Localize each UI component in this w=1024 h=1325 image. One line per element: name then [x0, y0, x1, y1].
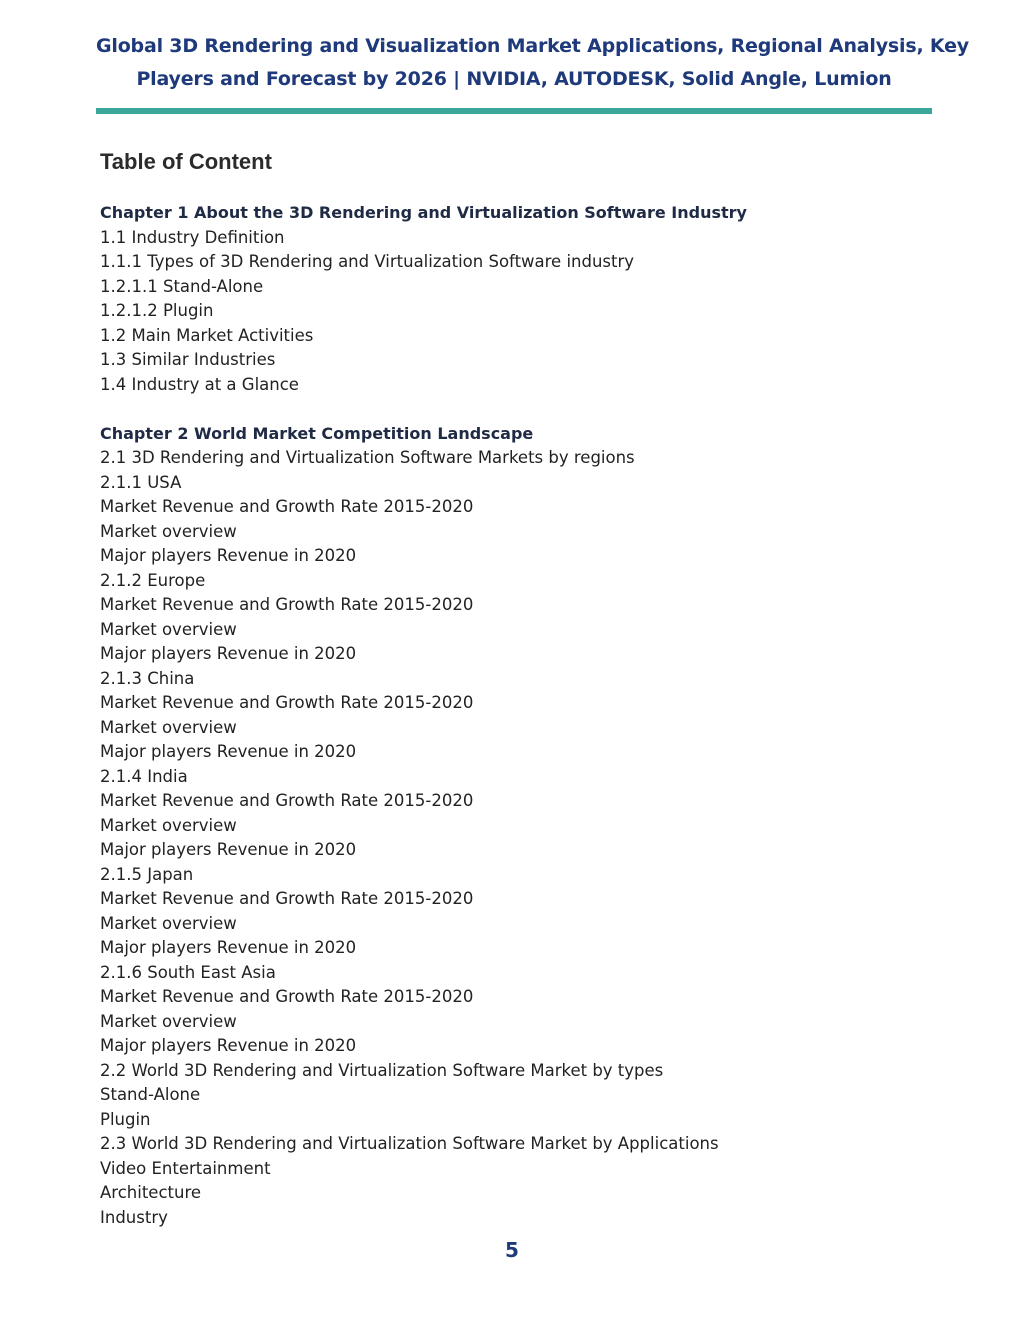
table-of-contents — [100, 201, 930, 1230]
toc-entry: Major players Revenue in 2020 — [100, 840, 357, 859]
toc-entry: 2.3 World 3D Rendering and Virtualization Software Market by Applications — [100, 1134, 719, 1153]
toc-entry: Stand-Alone — [100, 1085, 201, 1104]
chapter-heading: Chapter 1 About the 3D Rendering and Virtualization Software Industry — [100, 203, 747, 222]
toc-entry: 1.4 Industry at a Glance — [100, 374, 299, 394]
toc-entry: Market overview — [100, 913, 237, 933]
toc-entry: 1.1 Industry Definition — [100, 227, 285, 247]
toc-entry: 2.2 World 3D Rendering and Virtualization Software Market by types — [100, 1060, 664, 1080]
toc-entry: Major players Revenue in 2020 — [100, 742, 357, 761]
toc-entry: Major players Revenue in 2020 — [100, 938, 357, 957]
toc-entry: 2.1.6 South East Asia — [100, 962, 276, 982]
toc-entry: 2.1.5 Japan — [100, 864, 194, 884]
toc-chapter-1 — [100, 201, 930, 397]
toc-chapter-2 — [100, 422, 930, 1231]
toc-entry: Market overview — [100, 1011, 237, 1031]
toc-entry: 2.1.2 Europe — [100, 570, 206, 590]
toc-entry: Plugin — [100, 1109, 151, 1129]
header-title-line-1: Global 3D Rendering and Visualization Market Applications, Regional Analysis, Key — [96, 35, 969, 57]
toc-entry: Video Entertainment — [100, 1158, 271, 1178]
toc-entry: Market Revenue and Growth Rate 2015-2020 — [100, 595, 474, 614]
toc-entry: Market Revenue and Growth Rate 2015-2020 — [100, 791, 474, 810]
toc-entry: Market overview — [100, 815, 237, 835]
toc-entry: 2.1 3D Rendering and Virtualization Software Markets by regions — [100, 448, 635, 467]
toc-entry: 1.2.1.1 Stand-Alone — [100, 276, 264, 296]
toc-entry: Architecture — [100, 1183, 202, 1202]
toc-entry: Market overview — [100, 717, 237, 737]
header-divider — [96, 108, 932, 114]
toc-entry: Market Revenue and Growth Rate 2015-2020 — [100, 693, 474, 712]
chapter-2-items — [100, 446, 930, 1230]
toc-entry: 1.1.1 Types of 3D Rendering and Virtualization Software industry — [100, 252, 635, 271]
toc-entry: Market overview — [100, 619, 237, 639]
toc-entry: 2.1.4 India — [100, 766, 188, 786]
page-number: 5 — [505, 1238, 519, 1262]
toc-entry: 2.1.3 China — [100, 668, 195, 688]
document-header — [96, 30, 969, 96]
toc-entry: Major players Revenue in 2020 — [100, 1036, 357, 1055]
toc-entry: Major players Revenue in 2020 — [100, 546, 357, 565]
toc-entry: Market overview — [100, 521, 237, 541]
toc-entry: 1.3 Similar Industries — [100, 350, 276, 369]
toc-entry: Market Revenue and Growth Rate 2015-2020 — [100, 497, 474, 516]
toc-entry: 1.2 Main Market Activities — [100, 325, 314, 345]
toc-entry: 2.1.1 USA — [100, 472, 182, 492]
chapter-1-items — [100, 226, 930, 398]
header-title-line-2: Players and Forecast by 2026 | NVIDIA, AUTODESK, Solid Angle, Lumion — [136, 68, 892, 90]
toc-entry: Market Revenue and Growth Rate 2015-2020 — [100, 889, 474, 908]
toc-entry: 1.2.1.2 Plugin — [100, 301, 214, 320]
toc-entry: Market Revenue and Growth Rate 2015-2020 — [100, 987, 474, 1006]
chapter-heading: Chapter 2 World Market Competition Landscape — [100, 423, 534, 443]
toc-entry: Industry — [100, 1207, 168, 1227]
toc-title: Table of Content — [100, 149, 272, 174]
toc-entry: Major players Revenue in 2020 — [100, 644, 357, 663]
